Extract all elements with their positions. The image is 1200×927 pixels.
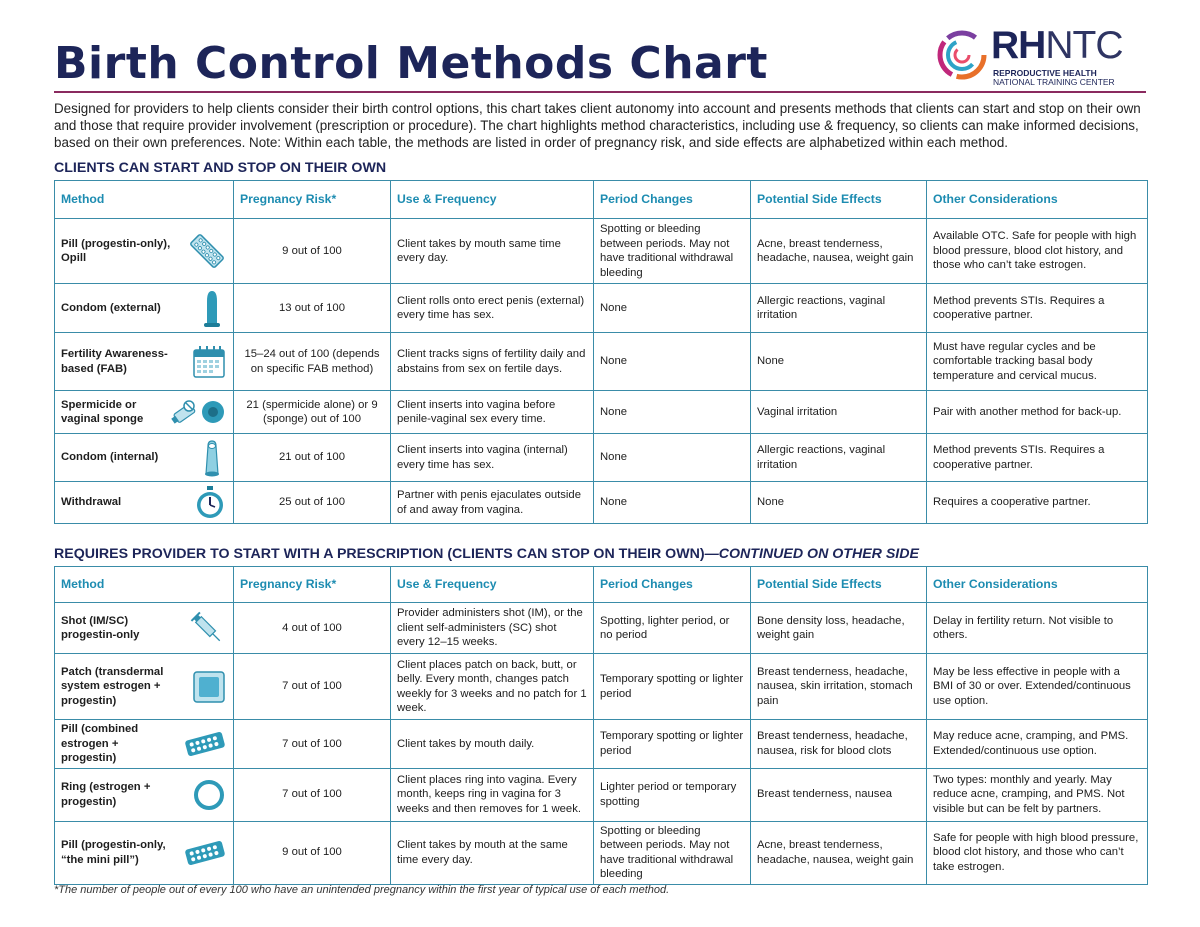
table-row (55, 482, 1148, 524)
rhntc-logo (935, 26, 1150, 86)
risk-cell: 7 out of 100 (234, 768, 391, 821)
table-header-row (55, 181, 1148, 219)
self-managed-methods-table (54, 180, 1148, 524)
spermicide-sponge-icon (171, 394, 227, 430)
method-cell: Spermicide or vaginal sponge (55, 391, 234, 434)
period-cell: None (594, 391, 751, 434)
other-cell: Requires a cooperative partner. (927, 482, 1148, 524)
method-cell: Condom (internal) (55, 434, 234, 482)
period-cell: None (594, 434, 751, 482)
period-cell: None (594, 284, 751, 333)
other-cell: Method prevents STIs. Requires a cooperative partner. (927, 284, 1148, 333)
period-cell: Temporary spotting or lighter period (594, 654, 751, 720)
method-cell: Patch (transdermal system estrogen + progestin) (55, 654, 234, 720)
external-condom-icon (197, 287, 227, 329)
side-effects-cell: None (751, 333, 927, 391)
method-cell: Pill (progestin-only, “the mini pill”) (55, 821, 234, 884)
column-header-other: Other Considerations (927, 567, 1148, 603)
side-effects-cell: Breast tenderness, headache, nausea, skin irritation, stomach pain (751, 654, 927, 720)
table-row (55, 219, 1148, 284)
method-cell: Pill (progestin-only), Opill (55, 219, 234, 284)
period-cell: Spotting or bleeding between periods. May not have traditional withdrawal bleeding (594, 219, 751, 284)
risk-cell: 13 out of 100 (234, 284, 391, 333)
pill-pack-icon (183, 838, 227, 868)
title-divider (54, 91, 1146, 93)
page-title: Birth Control Methods Chart (54, 38, 768, 89)
period-cell: None (594, 333, 751, 391)
section-1-heading: CLIENTS CAN START AND STOP ON THEIR OWN (54, 160, 387, 176)
use-cell: Client inserts into vagina (internal) every time has sex. (391, 434, 594, 482)
pill-pack-icon (183, 729, 227, 759)
patch-icon (191, 669, 227, 705)
risk-cell: 9 out of 100 (234, 821, 391, 884)
side-effects-cell: Breast tenderness, headache, nausea, risk for blood clots (751, 720, 927, 769)
table-row (55, 720, 1148, 769)
use-cell: Client tracks signs of fertility daily and abstains from sex on fertile days. (391, 333, 594, 391)
other-cell: May reduce acne, cramping, and PMS. Extended/continuous use option. (927, 720, 1148, 769)
column-header-period: Period Changes (594, 567, 751, 603)
period-cell: Temporary spotting or lighter period (594, 720, 751, 769)
risk-cell: 4 out of 100 (234, 603, 391, 654)
column-header-other: Other Considerations (927, 181, 1148, 219)
stopwatch-icon (193, 485, 227, 521)
column-header-use: Use & Frequency (391, 567, 594, 603)
side-effects-cell: None (751, 482, 927, 524)
other-cell: Must have regular cycles and be comfortable tracking basal body temperature and cervical mucus. (927, 333, 1148, 391)
use-cell: Client rolls onto erect penis (external) every time has sex. (391, 284, 594, 333)
use-cell: Partner with penis ejaculates outside of and away from vagina. (391, 482, 594, 524)
ring-icon (191, 777, 227, 813)
footnote: *The number of people out of every 100 who have an unintended pregnancy within the first year of typical use of each method. (54, 884, 670, 896)
other-cell: Two types: monthly and yearly. May reduce acne, cramping, and PMS. Not visible but can be felt by partners. (927, 768, 1148, 821)
column-header-use: Use & Frequency (391, 181, 594, 219)
use-cell: Provider administers shot (IM), or the client self-administers (SC) shot every 12–15 weeks. (391, 603, 594, 654)
risk-cell: 7 out of 100 (234, 654, 391, 720)
period-cell: Spotting or bleeding between periods. May not have traditional withdrawal bleeding (594, 821, 751, 884)
table-row (55, 434, 1148, 482)
table-row (55, 821, 1148, 884)
method-cell: Pill (combined estrogen + progestin) (55, 720, 234, 769)
table-row (55, 391, 1148, 434)
calendar-icon (191, 344, 227, 380)
other-cell: Available OTC. Safe for people with high blood pressure, blood clot history, and those who can’t take estrogen. (927, 219, 1148, 284)
risk-cell: 15–24 out of 100 (depends on specific FAB method) (234, 333, 391, 391)
method-cell: Ring (estrogen + progestin) (55, 768, 234, 821)
side-effects-cell: Acne, breast tenderness, headache, nausea, weight gain (751, 821, 927, 884)
column-header-side-effects: Potential Side Effects (751, 181, 927, 219)
period-cell: Lighter period or temporary spotting (594, 768, 751, 821)
use-cell: Client places ring into vagina. Every month, keeps ring in vagina for 3 weeks and then removes for 1 week. (391, 768, 594, 821)
column-header-side-effects: Potential Side Effects (751, 567, 927, 603)
other-cell: Pair with another method for back-up. (927, 391, 1148, 434)
use-cell: Client takes by mouth at the same time every day. (391, 821, 594, 884)
use-cell: Client takes by mouth daily. (391, 720, 594, 769)
side-effects-cell: Allergic reactions, vaginal irritation (751, 284, 927, 333)
section-2-heading: REQUIRES PROVIDER TO START WITH A PRESCRIPTION (CLIENTS CAN STOP ON THEIR OWN)—CONTINUED ON OTHER SIDE (54, 546, 919, 562)
use-cell: Client inserts into vagina before penile-vaginal sex every time. (391, 391, 594, 434)
table-row (55, 768, 1148, 821)
logo-line-2: NATIONAL TRAINING CENTER (993, 77, 1115, 87)
logo-circle-icon (935, 28, 989, 82)
column-header-risk: Pregnancy Risk* (234, 567, 391, 603)
period-cell: Spotting, lighter period, or no period (594, 603, 751, 654)
side-effects-cell: Bone density loss, headache, weight gain (751, 603, 927, 654)
other-cell: Delay in fertility return. Not visible to others. (927, 603, 1148, 654)
method-cell: Withdrawal (55, 482, 234, 524)
method-cell: Fertility Awareness-based (FAB) (55, 333, 234, 391)
risk-cell: 25 out of 100 (234, 482, 391, 524)
logo-line-1: REPRODUCTIVE HEALTH (993, 68, 1097, 78)
syringe-icon (187, 608, 227, 648)
risk-cell: 9 out of 100 (234, 219, 391, 284)
use-cell: Client places patch on back, butt, or belly. Every month, changes patch weekly for 3 weeks and no patch for 1 week. (391, 654, 594, 720)
side-effects-cell: Acne, breast tenderness, headache, nausea, weight gain (751, 219, 927, 284)
other-cell: Safe for people with high blood pressure, blood clot history, and those who can’t take estrogen. (927, 821, 1148, 884)
risk-cell: 21 (spermicide alone) or 9 (sponge) out of 100 (234, 391, 391, 434)
prescription-methods-table (54, 566, 1148, 885)
side-effects-cell: Allergic reactions, vaginal irritation (751, 434, 927, 482)
intro-paragraph: Designed for providers to help clients consider their birth control options, this chart takes client autonomy into account and presents methods that clients can start and stop on their own and those that require provider involvement (prescription or procedure). The chart highlights method characteristics, including use & frequency, so clients can make informed decisions, based on their own preferences. Note: Within each table, the methods are listed in order of pregnancy risk, and side effects are alphabetized within each method. (54, 101, 1141, 150)
column-header-method: Method (55, 181, 234, 219)
table-row (55, 333, 1148, 391)
period-cell: None (594, 482, 751, 524)
method-cell: Condom (external) (55, 284, 234, 333)
table-row (55, 284, 1148, 333)
method-cell: Shot (IM/SC) progestin-only (55, 603, 234, 654)
table-row (55, 654, 1148, 720)
other-cell: Method prevents STIs. Requires a cooperative partner. (927, 434, 1148, 482)
table-header-row (55, 567, 1148, 603)
table-row (55, 603, 1148, 654)
internal-condom-icon (197, 438, 227, 478)
use-cell: Client takes by mouth same time every day. (391, 219, 594, 284)
column-header-period: Period Changes (594, 181, 751, 219)
other-cell: May be less effective in people with a BMI of 30 or over. Extended/continuous use option. (927, 654, 1148, 720)
pill-pack-icon (187, 231, 227, 271)
risk-cell: 21 out of 100 (234, 434, 391, 482)
column-header-risk: Pregnancy Risk* (234, 181, 391, 219)
side-effects-cell: Vaginal irritation (751, 391, 927, 434)
column-header-method: Method (55, 567, 234, 603)
logo-wordmark: RHNTC (991, 24, 1123, 67)
side-effects-cell: Breast tenderness, nausea (751, 768, 927, 821)
risk-cell: 7 out of 100 (234, 720, 391, 769)
